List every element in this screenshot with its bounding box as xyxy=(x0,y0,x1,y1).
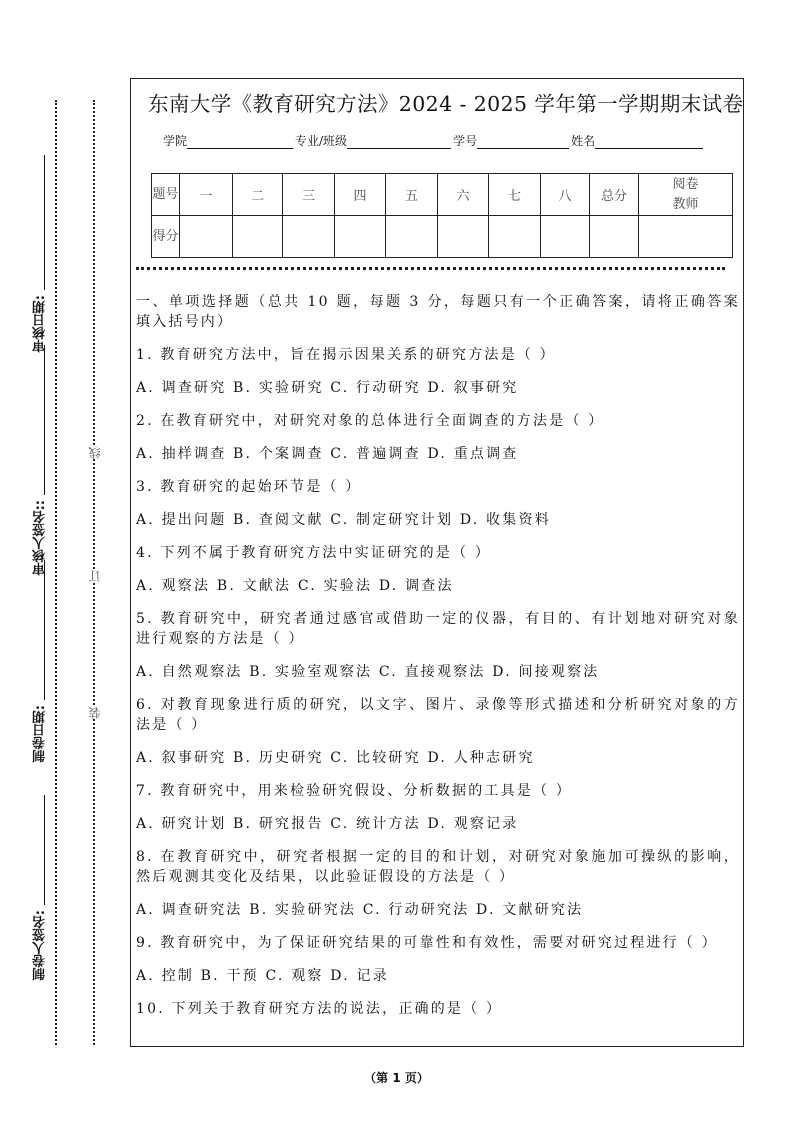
student-id-field[interactable] xyxy=(477,134,569,149)
score-cell[interactable] xyxy=(335,216,386,258)
score-cell[interactable] xyxy=(489,216,541,258)
reviewer-signature-label: 审核人签名:: xyxy=(33,500,48,576)
question: 4. 下列不属于教育研究方法中实证研究的是（ ） xyxy=(136,545,492,561)
maker-date-label: 制卷日期: xyxy=(33,705,48,763)
options: A. 提出问题 B. 查阅文献 C. 制定研究计划 D. 收集资料 xyxy=(136,512,551,528)
col-header: 阅卷教师 xyxy=(639,174,733,216)
student-id-label: 学号 xyxy=(453,134,478,148)
score-cell[interactable] xyxy=(180,216,233,258)
question-number-header: 题号 xyxy=(152,174,180,216)
page-number: （第 1 页） xyxy=(364,1071,429,1085)
question: 5. 教育研究中，研究者通过感官或借助一定的仪器，有目的、有计划地对研究对象进行观察的方法是（ ） xyxy=(136,611,740,647)
major-field[interactable] xyxy=(347,134,451,149)
score-cell[interactable] xyxy=(541,216,590,258)
options: A. 研究计划 B. 研究报告 C. 统计方法 D. 观察记录 xyxy=(136,816,519,832)
options: A. 自然观察法 B. 实验室观察法 C. 直接观察法 D. 间接观察法 xyxy=(136,664,600,680)
question: 3. 教育研究的起始环节是（ ） xyxy=(136,479,362,495)
options: A. 调查研究 B. 实验研究 C. 行动研究 D. 叙事研究 xyxy=(136,380,519,396)
score-row-header: 得分 xyxy=(152,216,180,258)
maker-signature-label: 制卷人签名: xyxy=(33,910,48,981)
options: A. 控制 B. 干预 C. 观察 D. 记录 xyxy=(136,968,389,984)
score-cell[interactable] xyxy=(590,216,639,258)
review-date-label: 审核日期: xyxy=(33,295,48,353)
maker-signature-line[interactable] xyxy=(44,795,45,905)
question: 9. 教育研究中，为了保证研究结果的可靠性和有效性，需要对研究过程进行（ ） xyxy=(136,935,718,951)
col-header: 一 xyxy=(180,174,233,216)
binding-mark-xian: 线 xyxy=(88,447,102,459)
review-date-line[interactable] xyxy=(44,155,45,290)
name-label: 姓名 xyxy=(571,134,596,148)
col-header: 六 xyxy=(438,174,489,216)
binding-dotted-line-outer xyxy=(55,100,57,1045)
question: 6. 对教育现象进行质的研究，以文字、图片、录像等形式描述和分析研究对象的方法是（ ） xyxy=(136,697,740,733)
college-field[interactable] xyxy=(187,134,293,149)
binding-mark-ding: 订 xyxy=(88,570,102,582)
exam-title: 东南大学《教育研究方法》2024 - 2025 学年第一学期期末试卷 xyxy=(148,92,744,116)
col-header: 二 xyxy=(233,174,283,216)
score-cell[interactable] xyxy=(233,216,283,258)
col-header: 总分 xyxy=(590,174,639,216)
col-header: 四 xyxy=(335,174,386,216)
score-table xyxy=(151,173,733,258)
col-header: 五 xyxy=(386,174,438,216)
score-cell[interactable] xyxy=(438,216,489,258)
binding-mark-zhuang: 装 xyxy=(88,707,102,719)
options: A. 叙事研究 B. 历史研究 C. 比较研究 D. 人种志研究 xyxy=(136,750,535,766)
student-info-row xyxy=(163,132,705,149)
col-header: 七 xyxy=(489,174,541,216)
question: 1. 教育研究方法中，旨在揭示因果关系的研究方法是（ ） xyxy=(136,347,556,363)
reviewer-signature-line[interactable] xyxy=(44,345,45,495)
question: 7. 教育研究中，用来检验研究假设、分析数据的工具是（ ） xyxy=(136,783,573,799)
section-heading: 一、单项选择题（总共 10 题，每题 3 分，每题只有一个正确答案，请将正确答案填入括号内） xyxy=(136,294,740,330)
options: A. 抽样调查 B. 个案调查 C. 普遍调查 D. 重点调查 xyxy=(136,446,519,462)
score-cell[interactable] xyxy=(639,216,733,258)
col-header: 三 xyxy=(283,174,335,216)
options: A. 观察法 B. 文献法 C. 实验法 D. 调查法 xyxy=(136,578,454,594)
separator-dotted-line xyxy=(136,267,725,270)
exam-body xyxy=(136,292,740,1032)
score-cell[interactable] xyxy=(386,216,438,258)
question: 10. 下列关于教育研究方法的说法，正确的是（ ） xyxy=(136,1001,503,1017)
name-field[interactable] xyxy=(595,134,703,149)
score-cell[interactable] xyxy=(283,216,335,258)
options: A. 调查研究法 B. 实验研究法 C. 行动研究法 D. 文献研究法 xyxy=(136,902,584,918)
question: 8. 在教育研究中，研究者根据一定的目的和计划，对研究对象施加可操纵的影响，然后观测其变化及结果，以此验证假设的方法是（ ） xyxy=(136,849,740,885)
major-label: 专业/班级 xyxy=(295,134,348,148)
col-header: 八 xyxy=(541,174,590,216)
question: 2. 在教育研究中，对研究对象的总体进行全面调查的方法是（ ） xyxy=(136,413,605,429)
college-label: 学院 xyxy=(163,134,188,148)
maker-date-line[interactable] xyxy=(44,560,45,700)
